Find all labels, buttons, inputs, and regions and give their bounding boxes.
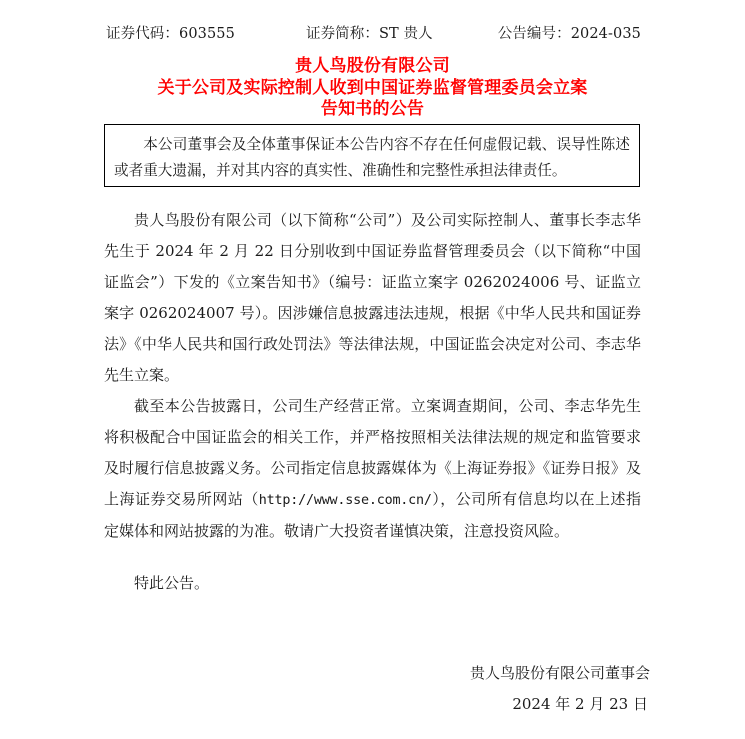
disclaimer-box: [104, 124, 640, 187]
paragraph-filing-notice: 贵人鸟股份有限公司（以下简称“公司”）及公司实际控制人、董事长李志华先生于 2024 年 2 月 22 日分别收到中国证券监督管理委员会（以下简称“中国证监会”）下发的《立案告知书》（编号：证监立案字 0262024006 号、证监立案字 0262024007 号）。因涉嫌信息披露违法违规，根据《中华人民共和国证券法》《中华人民共和国行政处罚法》等法律法规，中国证监会决定对公司、李志华先生立案。: [104, 211, 641, 384]
disclaimer-text: 本公司董事会及全体董事保证本公告内容不存在任何虚假记载、误导性陈述或者重大遗漏，并对其内容的真实性、准确性和完整性承担法律责任。: [114, 136, 630, 179]
closing-notice: [104, 568, 641, 599]
page-title: [60, 56, 685, 121]
paragraph-two-part-two: ），公司所有信息均以在上述指定媒体和网站披露的为准。敬请广大投资者谨慎决策，注意投资风险。: [104, 490, 641, 540]
signature-block: [104, 658, 650, 720]
title-line-subject-continued: 告知书的公告: [320, 99, 425, 119]
announcement-number: 公告编号：2024-035: [497, 26, 641, 42]
signature-company: 贵人鸟股份有限公司董事会: [469, 664, 650, 682]
security-short-name: 证券简称：ST 贵人: [305, 26, 433, 42]
sse-website-url: http://www.sse.com.cn/: [258, 493, 432, 508]
signature-date: 2024 年 2 月 23 日: [512, 695, 648, 713]
security-code: 证券代码：603555: [106, 26, 235, 42]
document-header: [104, 22, 641, 43]
title-line-company: 贵人鸟股份有限公司: [295, 56, 450, 76]
closing-notice-text: 特此公告。: [134, 574, 210, 592]
paragraph-two-part-one: 截至本公告披露日，公司生产经营正常。立案调查期间，公司、李志华先生将积极配合中国证监会的相关工作，并严格按照相关法律法规的规定和监管要求及时履行信息披露义务。公司指定信息披露媒体为《上海证券报》《证券日报》及上海证券交易所网站（: [104, 397, 641, 508]
document-body: [104, 205, 641, 547]
paragraph-operations-status: [104, 391, 641, 547]
title-line-subject: 关于公司及实际控制人收到中国证券监督管理委员会立案: [157, 77, 588, 98]
